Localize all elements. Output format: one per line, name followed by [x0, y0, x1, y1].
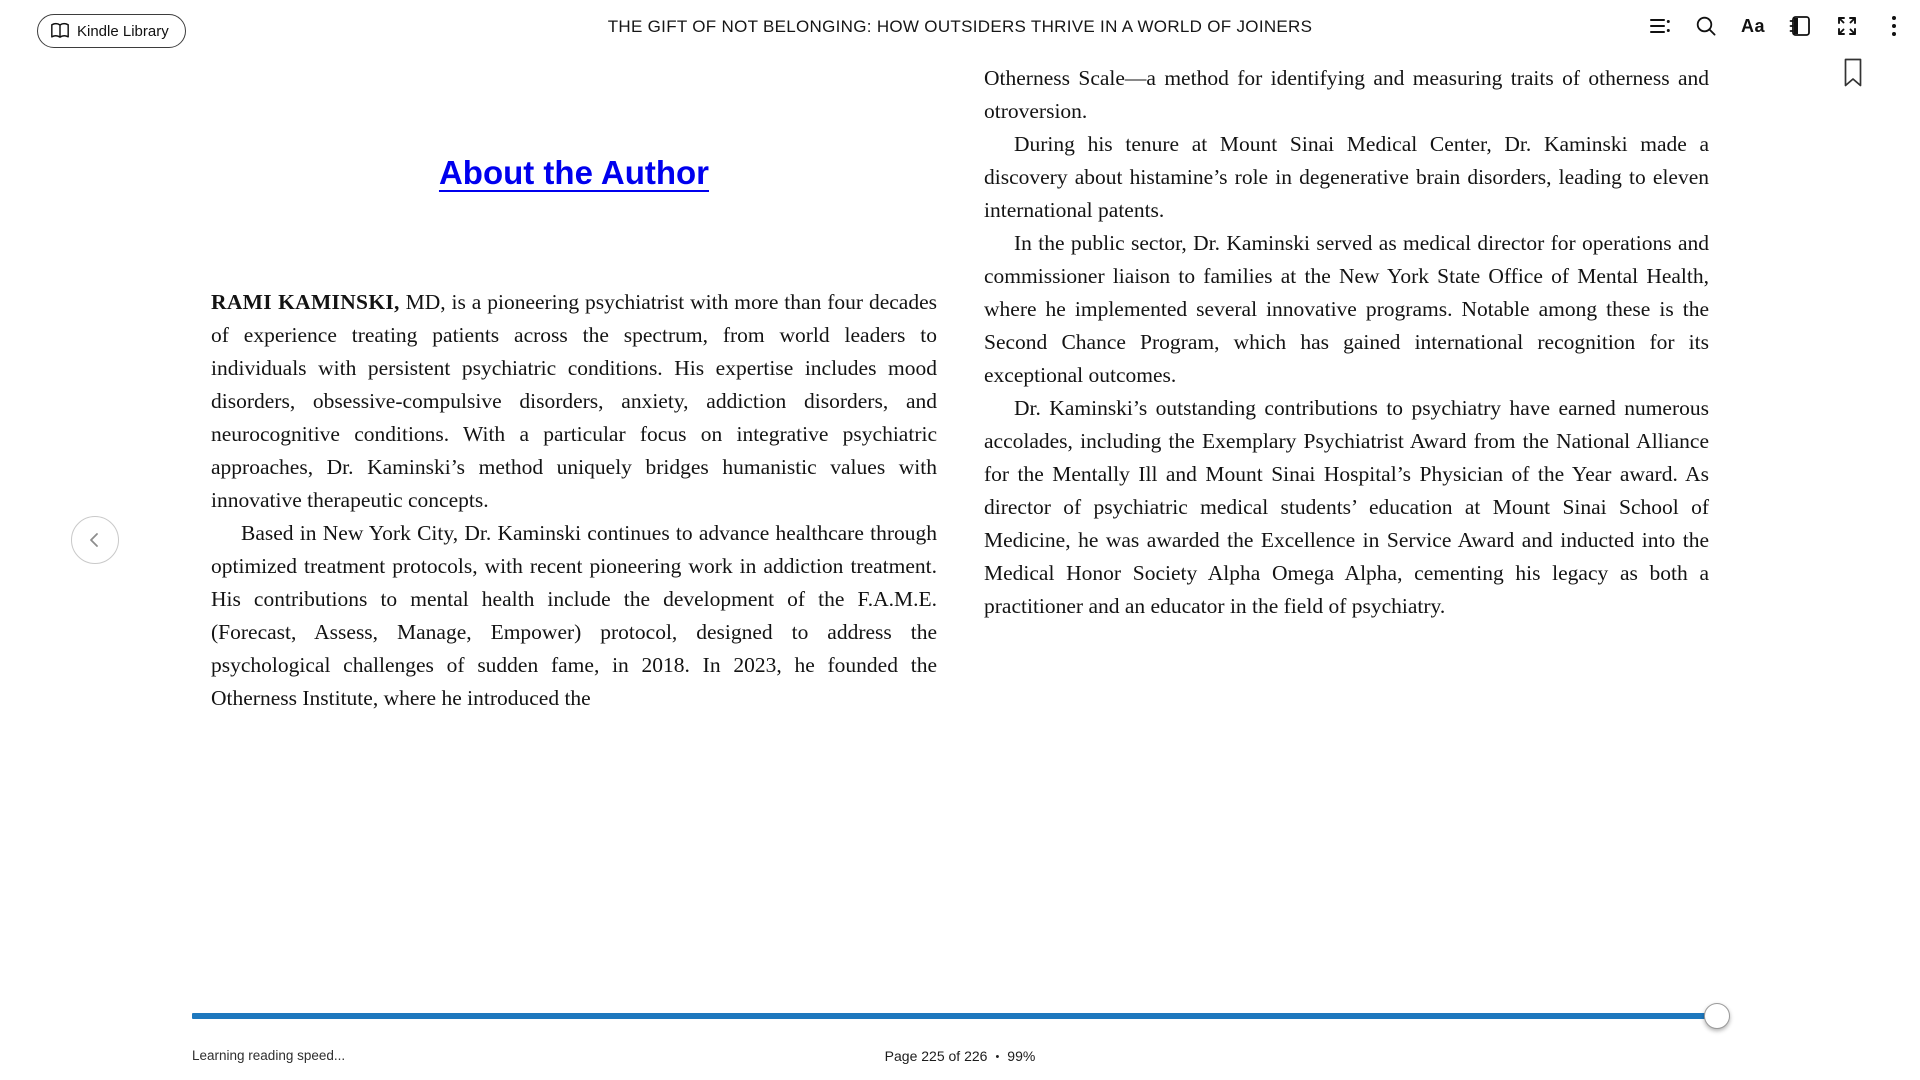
author-paragraph-1-text: MD, is a pioneering psychiatrist with more than four decades of experience treating patients across the spectrum, from world leaders to individuals with persistent psychiatric conditions. His expertise includes mood disorders, obsessive-compulsive disorders, anxiety, addiction disorders, and neurocognitive conditions. With a particular focus on integrative psychiatric approaches, Dr. Kaminski’s method uniquely bridges humanistic values with innovative therapeutic concepts. — [211, 290, 937, 512]
chevron-left-icon — [85, 530, 105, 550]
search-icon[interactable] — [1694, 14, 1718, 38]
top-bar-icon-group — [1647, 0, 1906, 52]
reading-progress-fill — [192, 1013, 1717, 1019]
separator-dot: • — [995, 1051, 1000, 1063]
toc-list-icon[interactable] — [1647, 14, 1671, 38]
reading-speed-status: Learning reading speed... — [192, 1048, 346, 1063]
reading-progress-bar[interactable] — [192, 1013, 1732, 1019]
page-position-indicator — [0, 1048, 1920, 1064]
author-paragraph-5: In the public sector, Dr. Kaminski served as medical director for operations and commissioner liaison to families at the New York State Office of Mental Health, where he implemented several innovative programs. Notable among these is the Second Chance Program, which has gained international recognition for its exceptional outcomes. — [984, 231, 1709, 387]
author-paragraph-3: Otherness Scale—a method for identifying and measuring traits of otherness and otroversion. — [984, 66, 1709, 123]
fullscreen-icon[interactable] — [1835, 14, 1859, 38]
bookmark-icon[interactable] — [1842, 58, 1864, 88]
progress-slider-handle[interactable] — [1704, 1003, 1730, 1029]
font-settings-button[interactable] — [1741, 14, 1765, 38]
right-page-column — [984, 62, 1709, 623]
author-paragraph-6: Dr. Kaminski’s outstanding contributions to psychiatry have earned numerous accolades, including the Exemplary Psychiatrist Award from the National Alliance for the Mentally Ill and Mount Sinai Hospital’s Physician of the Year award. As director of psychiatric medical students’ education at Mount Sinai School of Medicine, he was awarded the Excellence in Service Award and inducted into the Medical Honor Society Alpha Omega Alpha, cementing his legacy as both a practitioner and an educator in the field of psychiatry. — [984, 396, 1709, 618]
author-name-bold: RAMI KAMINSKI, — [211, 290, 400, 314]
chapter-heading-link[interactable]: About the Author — [438, 154, 710, 191]
kebab-menu-icon[interactable] — [1882, 14, 1906, 38]
left-page-column — [211, 152, 937, 715]
font-settings-label: Aa — [1741, 15, 1766, 36]
kindle-library-label: Kindle Library — [77, 22, 169, 40]
previous-page-button[interactable] — [71, 516, 119, 564]
author-paragraph-1 — [211, 286, 937, 517]
top-bar — [0, 0, 1920, 52]
page-number-label: Page 225 of 226 — [884, 1048, 988, 1064]
author-paragraph-4: During his tenure at Mount Sinai Medical Center, Dr. Kaminski made a discovery about histamine’s role in degenerative brain disorders, leading to eleven international patents. — [984, 132, 1709, 222]
author-paragraph-2: Based in New York City, Dr. Kaminski continues to advance healthcare through optimized treatment protocols, with recent pioneering work in addiction treatment. His contributions to mental health include the development of the F.A.M.E. (Forecast, Assess, Manage, Empower) protocol, designed to address the psychological challenges of sudden fame, in 2018. In 2023, he founded the Otherness Institute, where he introduced the — [211, 521, 937, 710]
book-title: THE GIFT OF NOT BELONGING: HOW OUTSIDERS THRIVE IN A WORLD OF JOINERS — [607, 17, 1313, 36]
notebook-page-icon[interactable] — [1788, 14, 1812, 38]
percent-read-label: 99% — [1007, 1048, 1036, 1064]
